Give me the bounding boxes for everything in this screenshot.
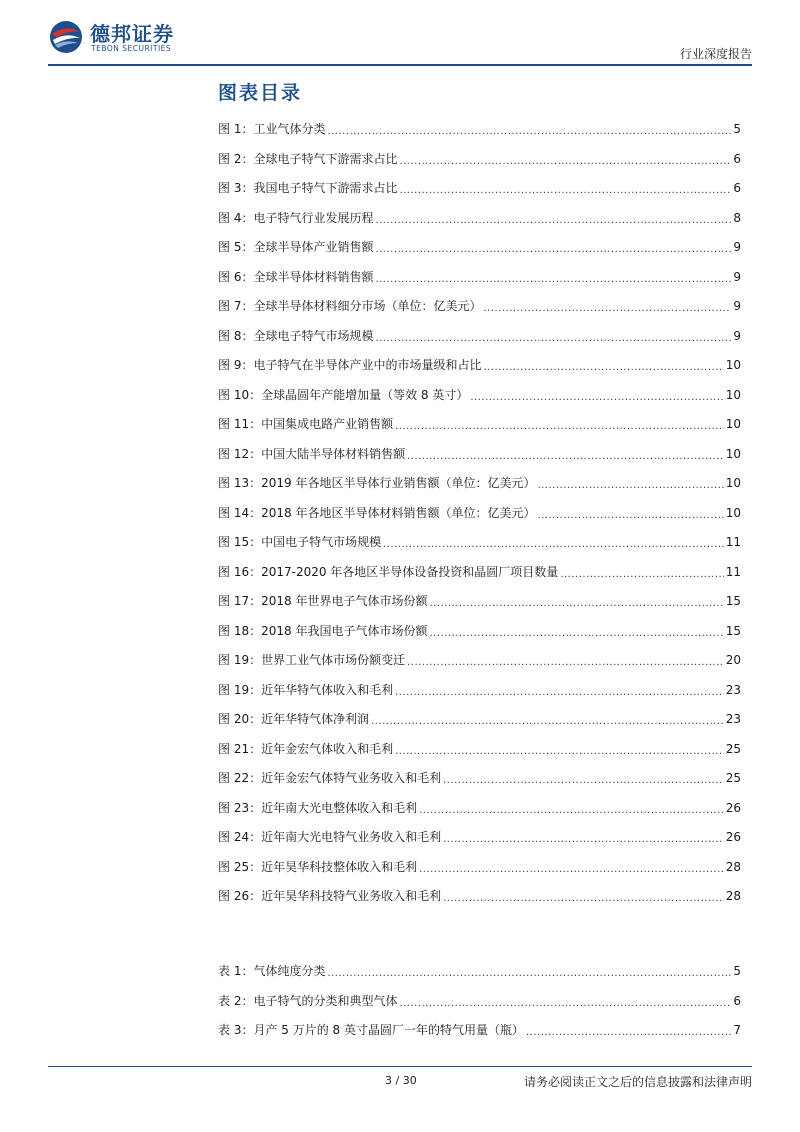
dot-leader bbox=[375, 271, 731, 285]
figure-toc-entry[interactable] bbox=[218, 327, 741, 357]
figure-toc-entry[interactable] bbox=[218, 297, 741, 327]
toc-entry-label: 图 5：全球半导体产业销售额 bbox=[218, 240, 374, 254]
toc-entry-label: 图 15：中国电子特气市场规模 bbox=[218, 535, 382, 549]
dot-leader bbox=[375, 330, 731, 344]
dot-leader bbox=[383, 536, 724, 550]
toc-entry-page: 10 bbox=[725, 476, 741, 490]
toc-entry-page: 10 bbox=[725, 358, 741, 372]
toc-entry-page: 28 bbox=[725, 859, 741, 874]
toc-entry-page: 10 bbox=[725, 417, 741, 431]
toc-entry-page: 28 bbox=[725, 889, 741, 903]
toc-entry-page: 6 bbox=[733, 151, 741, 166]
toc-entry-page: 11 bbox=[725, 535, 741, 549]
dot-leader bbox=[399, 153, 731, 167]
figure-toc-entry[interactable] bbox=[218, 415, 741, 445]
dot-leader bbox=[443, 772, 724, 786]
figure-toc-entry[interactable] bbox=[218, 887, 741, 917]
figure-toc-entry[interactable] bbox=[218, 445, 741, 475]
dot-leader bbox=[483, 300, 731, 314]
figure-toc-entry[interactable] bbox=[218, 533, 741, 563]
toc-entry-label: 图 9：电子特气在半导体产业中的市场量级和占比 bbox=[218, 358, 482, 372]
dot-leader bbox=[407, 448, 724, 462]
toc-entry-label: 图 1：工业气体分类 bbox=[218, 122, 326, 136]
toc-entry-page: 15 bbox=[725, 594, 741, 608]
figure-toc-entry[interactable] bbox=[218, 651, 741, 681]
dot-leader bbox=[327, 123, 731, 137]
figure-toc-entry[interactable] bbox=[218, 799, 741, 829]
toc-entry-page: 9 bbox=[733, 299, 741, 313]
toc-entry-page: 25 bbox=[725, 771, 741, 785]
toc-entry-page: 25 bbox=[725, 741, 741, 756]
dot-leader bbox=[419, 802, 724, 816]
toc-entry-page: 10 bbox=[725, 446, 741, 461]
toc-entry-label: 图 17：2018 年世界电子气体市场份额 bbox=[218, 594, 428, 608]
toc-entry-page: 15 bbox=[725, 623, 741, 638]
toc-entry-page: 9 bbox=[733, 240, 741, 254]
toc-entry-label: 图 16：2017-2020 年各地区半导体设备投资和晶圆厂项目数量 bbox=[218, 564, 559, 579]
toc-entry-label: 图 25：近年昊华科技整体收入和毛利 bbox=[218, 859, 418, 874]
figure-toc-entry[interactable] bbox=[218, 356, 741, 386]
page-header bbox=[0, 0, 800, 70]
toc-entry-page: 9 bbox=[733, 269, 741, 284]
figure-toc-entry[interactable] bbox=[218, 474, 741, 504]
toc-entry-page: 5 bbox=[733, 964, 741, 978]
dot-leader bbox=[371, 713, 724, 727]
toc-entry-label: 表 2：电子特气的分类和典型气体 bbox=[218, 993, 398, 1008]
dot-leader bbox=[395, 684, 724, 698]
toc-entry-label: 图 4：电子特气行业发展历程 bbox=[218, 210, 374, 225]
toc-entry-page: 6 bbox=[733, 181, 741, 195]
toc-entry-label: 图 2：全球电子特气下游需求占比 bbox=[218, 151, 398, 166]
toc-entry-label: 图 21：近年金宏气体收入和毛利 bbox=[218, 741, 394, 756]
dot-leader bbox=[327, 965, 731, 979]
toc-entry-page: 5 bbox=[733, 122, 741, 136]
table-toc-entry[interactable] bbox=[218, 1021, 741, 1051]
toc-entry-page: 11 bbox=[725, 564, 741, 579]
toc-entry-label: 图 19：世界工业气体市场份额变迁 bbox=[218, 653, 406, 667]
figure-toc-entry[interactable] bbox=[218, 681, 741, 711]
dot-leader bbox=[443, 890, 724, 904]
table-toc-entry[interactable] bbox=[218, 962, 741, 992]
brand-name-cn: 德邦证券 bbox=[90, 22, 174, 46]
table-toc-entry[interactable] bbox=[218, 992, 741, 1022]
toc-entry-page: 23 bbox=[725, 682, 741, 697]
figure-toc-entry[interactable] bbox=[218, 710, 741, 740]
dot-leader bbox=[375, 241, 731, 255]
page-number: 3 / 30 bbox=[385, 1074, 417, 1087]
dot-leader bbox=[526, 1024, 731, 1038]
toc-entry-label: 图 19：近年华特气体收入和毛利 bbox=[218, 682, 394, 697]
figure-toc-entry[interactable] bbox=[218, 740, 741, 770]
toc-entry-label: 图 7：全球半导体材料细分市场（单位：亿美元） bbox=[218, 299, 482, 313]
toc-entry-label: 图 11：中国集成电路产业销售额 bbox=[218, 417, 394, 431]
figure-toc-entry[interactable] bbox=[218, 268, 741, 298]
toc-entry-label: 图 13：2019 年各地区半导体行业销售额（单位：亿美元） bbox=[218, 476, 536, 490]
header-divider bbox=[48, 64, 752, 66]
figure-toc-entry[interactable] bbox=[218, 179, 741, 209]
toc-entry-page: 7 bbox=[733, 1023, 741, 1037]
dot-leader bbox=[443, 831, 724, 845]
report-type: 行业深度报告 bbox=[679, 47, 752, 61]
disclaimer-text: 请务必阅读正文之后的信息披露和法律声明 bbox=[523, 1075, 752, 1089]
toc-entry-page: 9 bbox=[733, 328, 741, 343]
toc-entry-label: 图 10：全球晶圆年产能增加量（等效 8 英寸） bbox=[218, 387, 469, 402]
tebon-logo-icon bbox=[49, 20, 83, 54]
toc-entry-page: 23 bbox=[725, 712, 741, 726]
dot-leader bbox=[537, 477, 723, 491]
toc-entry-label: 图 12：中国大陆半导体材料销售额 bbox=[218, 446, 406, 461]
figure-list bbox=[218, 120, 741, 917]
dot-leader bbox=[537, 507, 723, 521]
dot-leader bbox=[407, 654, 724, 668]
toc-entry-label: 图 18：2018 年我国电子气体市场份额 bbox=[218, 623, 428, 638]
dot-leader bbox=[399, 995, 731, 1009]
toc-entry-page: 6 bbox=[733, 993, 741, 1008]
figure-toc-entry[interactable] bbox=[218, 828, 741, 858]
toc-entry-label: 图 23：近年南大光电整体收入和毛利 bbox=[218, 800, 418, 815]
dot-leader bbox=[429, 625, 723, 639]
dot-leader bbox=[395, 418, 724, 432]
dot-leader bbox=[429, 595, 723, 609]
figure-toc-entry[interactable] bbox=[218, 238, 741, 268]
figure-toc-entry[interactable] bbox=[218, 563, 741, 593]
toc-entry-label: 图 24：近年南大光电特气业务收入和毛利 bbox=[218, 830, 442, 844]
figure-toc-entry[interactable] bbox=[218, 386, 741, 416]
toc-entry-label: 表 1：气体纯度分类 bbox=[218, 964, 326, 978]
toc-entry-page: 20 bbox=[725, 653, 741, 667]
figure-toc-entry[interactable] bbox=[218, 858, 741, 888]
toc-entry-label: 图 14：2018 年各地区半导体材料销售额（单位：亿美元） bbox=[218, 505, 536, 520]
dot-leader bbox=[375, 212, 731, 226]
dot-leader bbox=[395, 743, 724, 757]
toc-entry-label: 图 8：全球电子特气市场规模 bbox=[218, 328, 374, 343]
toc-entry-page: 8 bbox=[733, 210, 741, 225]
figure-toc-entry[interactable] bbox=[218, 592, 741, 622]
dot-leader bbox=[470, 389, 723, 403]
figure-toc-entry[interactable] bbox=[218, 209, 741, 239]
footer-divider bbox=[48, 1066, 752, 1067]
dot-leader bbox=[560, 566, 723, 580]
toc-entry-label: 图 26：近年昊华科技特气业务收入和毛利 bbox=[218, 889, 442, 903]
brand-name-en: TEBON SECURITIES bbox=[91, 44, 172, 53]
toc-title: 图表目录 bbox=[218, 82, 303, 104]
toc-entry-label: 表 3：月产 5 万片的 8 英寸晶圆厂一年的特气用量（瓶） bbox=[218, 1023, 524, 1037]
toc-entry-page: 26 bbox=[725, 800, 741, 815]
figure-toc-entry[interactable] bbox=[218, 504, 741, 534]
figure-toc-entry[interactable] bbox=[218, 150, 741, 180]
toc-entry-page: 10 bbox=[725, 505, 741, 520]
dot-leader bbox=[483, 359, 723, 373]
dot-leader bbox=[399, 182, 731, 196]
figure-toc-entry[interactable] bbox=[218, 622, 741, 652]
toc-entry-label: 图 3：我国电子特气下游需求占比 bbox=[218, 181, 398, 195]
toc-entry-label: 图 6：全球半导体材料销售额 bbox=[218, 269, 374, 284]
toc-entry-label: 图 20：近年华特气体净利润 bbox=[218, 712, 370, 726]
dot-leader bbox=[419, 861, 724, 875]
figure-toc-entry[interactable] bbox=[218, 769, 741, 799]
toc-entry-page: 10 bbox=[725, 387, 741, 402]
toc-entry-label: 图 22：近年金宏气体特气业务收入和毛利 bbox=[218, 771, 442, 785]
table-list bbox=[218, 962, 741, 1051]
toc-entry-page: 26 bbox=[725, 830, 741, 844]
figure-toc-entry[interactable] bbox=[218, 120, 741, 150]
